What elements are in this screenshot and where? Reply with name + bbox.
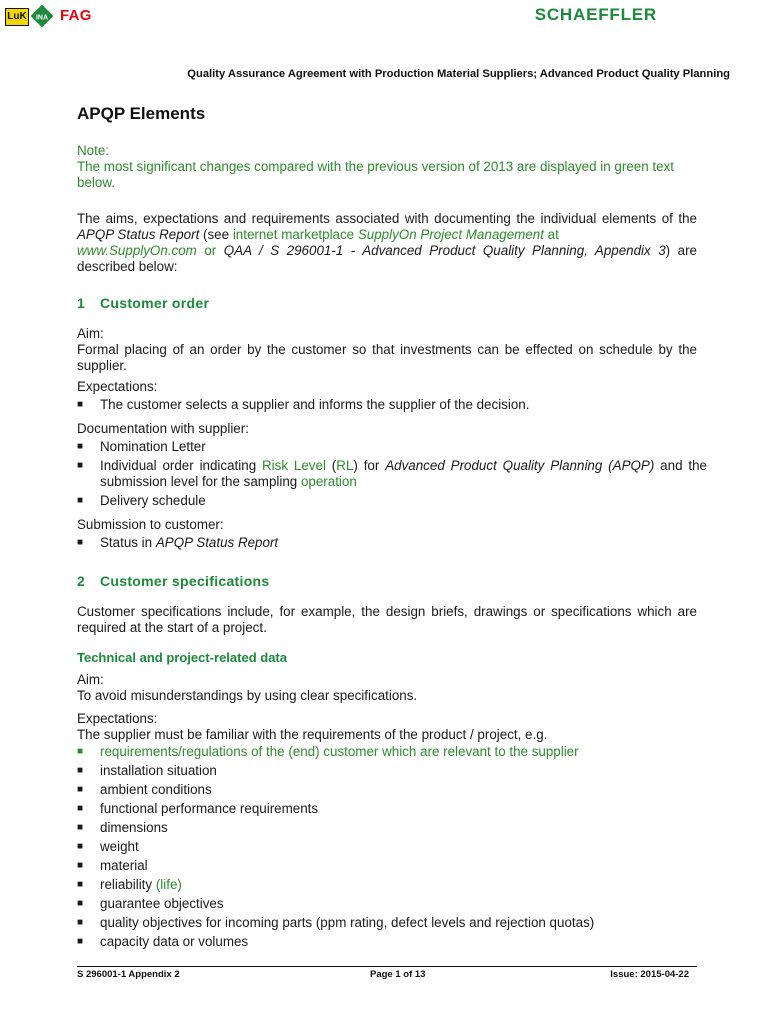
operation-term: operation	[300, 474, 357, 489]
section-2-heading	[77, 573, 270, 589]
s2-expectations-label: Expectations:	[77, 711, 158, 726]
s2-expectations-text: The supplier must be familiar with the requirements of the product / project, e.g.	[77, 727, 548, 742]
bullet-marker: ■	[77, 936, 84, 947]
bullet-marker: ■	[77, 898, 84, 909]
list-item-text: requirements/regulations of the (end) customer which are relevant to the supplier	[100, 744, 579, 759]
bullet-marker: ■	[77, 917, 84, 928]
doc-item2-text-d: and the submission level for the sampling	[100, 458, 707, 489]
note	[77, 143, 697, 191]
ina-logo-mark	[30, 4, 54, 28]
doc-item2-text-c: ) for	[353, 458, 386, 473]
list-item-text: The customer selects a supplier and informs the supplier of the decision.	[100, 397, 530, 412]
bullet-marker: ■	[77, 746, 84, 757]
doc-item2-text-a: Individual order indicating	[100, 458, 263, 473]
page-title: APQP Elements	[77, 104, 206, 123]
list-item	[77, 915, 707, 931]
section-2-number: 2	[77, 573, 86, 589]
list-item-text: installation situation	[100, 763, 217, 778]
list-item	[77, 839, 707, 855]
bullet-marker: ■	[77, 495, 84, 506]
list-item-text: dimensions	[100, 820, 168, 835]
submission-text: Status in	[100, 535, 156, 550]
list-item	[77, 934, 707, 950]
bullet-marker: ■	[77, 841, 84, 852]
apqp-term: Advanced Product Quality Planning (APQP)	[385, 458, 655, 473]
list-item	[77, 493, 707, 509]
s2-aim-text: To avoid misunderstandings by using clear specifications.	[77, 688, 418, 703]
s2-intro: Customer specifications include, for example, the design briefs, drawings or specifications which are required at the start of a project.	[77, 604, 697, 635]
list-item	[77, 782, 707, 798]
list-item	[77, 877, 707, 893]
list-item-text: Delivery schedule	[100, 493, 206, 508]
section-1-number: 1	[77, 295, 86, 311]
bullet-marker: ■	[77, 822, 84, 833]
list-item-text: Nomination Letter	[100, 439, 206, 454]
submission-report: APQP Status Report	[155, 535, 279, 550]
intro-text-2: (see	[199, 227, 233, 242]
risk-level-abbr: RL	[336, 458, 354, 473]
list-item	[77, 820, 707, 836]
intro-supplyon-pm: SupplyOn Project Management	[357, 227, 544, 242]
doc-item2-text-b: (	[325, 458, 337, 473]
intro-paragraph	[77, 211, 697, 275]
list-item	[77, 858, 707, 874]
list-item-text: material	[100, 858, 148, 873]
list-item	[77, 535, 707, 551]
list-item	[77, 439, 707, 455]
document-header-title: Quality Assurance Agreement with Production Material Suppliers; Advanced Product Quality Planning	[187, 68, 730, 80]
bullet-marker: ■	[77, 803, 84, 814]
note-label: Note:	[77, 143, 110, 158]
s1-documentation-label: Documentation with supplier:	[77, 421, 249, 436]
note-text: The most significant changes compared with the previous version of 2013 are displayed in green text below.	[77, 159, 674, 190]
list-item-text: quality objectives for incoming parts (ppm rating, defect levels and rejection quotas)	[100, 915, 595, 930]
list-item	[77, 801, 707, 817]
intro-qaa-reference: QAA / S 296001-1 - Advanced Product Quality Planning, Appendix 3	[223, 243, 666, 258]
bullet-marker: ■	[77, 441, 84, 452]
ina-logo-text: INA	[35, 14, 49, 22]
list-item-text: capacity data or volumes	[100, 934, 249, 949]
bullet-marker: ■	[77, 460, 84, 471]
s1-submission-label: Submission to customer:	[77, 517, 224, 532]
s2-aim-label: Aim:	[77, 672, 104, 687]
s1-aim-label: Aim:	[77, 326, 104, 341]
list-item-text: guarantee objectives	[100, 896, 224, 911]
list-item-text: ambient conditions	[100, 782, 212, 797]
intro-text-3: ) are described below:	[77, 243, 697, 274]
intro-at: at	[543, 227, 559, 242]
risk-level-term: Risk Level	[262, 458, 326, 473]
footer-page-number: Page 1 of 13	[370, 969, 426, 980]
list-item-text-green: (life)	[155, 877, 182, 892]
fag-logo: FAG	[60, 7, 92, 24]
intro-or: or	[196, 243, 224, 258]
section-1-heading	[77, 295, 209, 311]
bullet-marker: ■	[77, 860, 84, 871]
footer-issue-date: Issue: 2015-04-22	[610, 969, 689, 980]
luk-logo: LuK	[5, 8, 29, 26]
list-item	[77, 896, 707, 912]
list-item	[77, 397, 707, 413]
section-2-title: Customer specifications	[100, 573, 270, 589]
intro-marketplace: internet marketplace	[232, 227, 358, 242]
intro-apqp-status-report: APQP Status Report	[77, 227, 200, 242]
footer-doc-id: S 296001-1 Appendix 2	[77, 969, 180, 980]
footer-divider	[77, 966, 697, 967]
list-item-text: reliability	[100, 877, 156, 892]
list-item	[77, 744, 707, 760]
s2-subheading: Technical and project-related data	[77, 650, 287, 665]
intro-text-1: The aims, expectations and requirements associated with documenting the individual elements of the	[77, 211, 697, 226]
schaeffler-logo: SCHAEFFLER	[534, 5, 657, 24]
list-item	[77, 458, 707, 490]
s1-expectations-label: Expectations:	[77, 379, 158, 394]
bullet-marker: ■	[77, 537, 84, 548]
s1-aim-text: Formal placing of an order by the customer so that investments can be effected on schedule by the supplier.	[77, 342, 697, 373]
list-item	[77, 763, 707, 779]
bullet-marker: ■	[77, 784, 84, 795]
bullet-marker: ■	[77, 765, 84, 776]
supplyon-link[interactable]: www.SupplyOn.com	[77, 243, 197, 258]
ina-logo	[30, 4, 54, 28]
list-item-text: functional performance requirements	[100, 801, 319, 816]
bullet-marker: ■	[77, 879, 84, 890]
section-1-title: Customer order	[100, 295, 210, 311]
bullet-marker: ■	[77, 399, 84, 410]
list-item-text: weight	[100, 839, 139, 854]
